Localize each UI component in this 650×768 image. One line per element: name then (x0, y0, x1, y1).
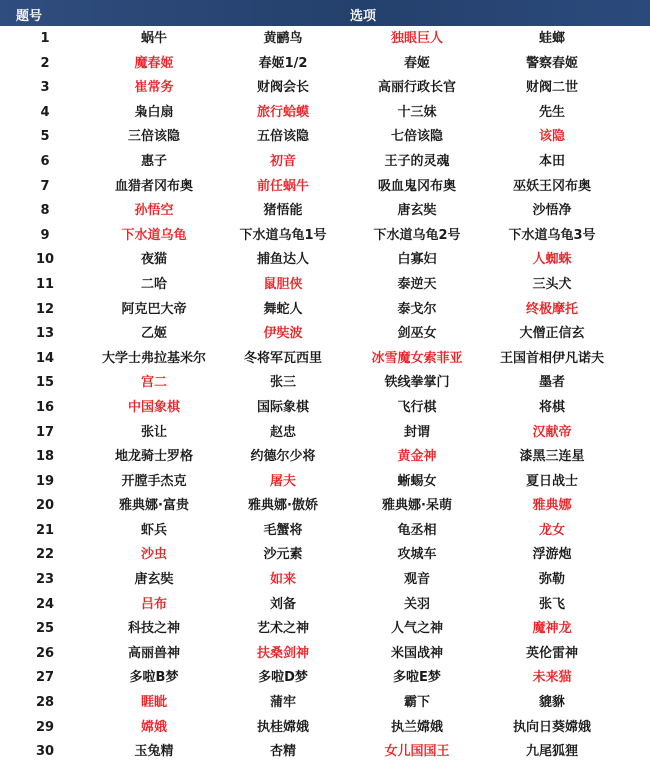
option-b: 杏精 (269, 744, 296, 760)
question-number: 26 (35, 645, 55, 661)
option-a: 阿克巴大帝 (121, 301, 187, 317)
option-c: 泰戈尔 (397, 301, 437, 317)
table-row (0, 175, 650, 200)
correct-option-d: 魔神龙 (532, 621, 572, 637)
option-a: 唐玄奘 (134, 572, 174, 588)
option-c: 十三妹 (397, 104, 437, 120)
option-a: 二哈 (140, 276, 167, 292)
option-d: 张飞 (538, 596, 565, 612)
table-row (0, 691, 650, 716)
question-number: 8 (40, 203, 50, 219)
option-b: 约德尔少将 (250, 449, 316, 465)
option-a: 蜗牛 (140, 31, 167, 46)
question-number: 21 (35, 522, 55, 538)
question-number: 4 (40, 104, 50, 120)
option-b: 黄鹂鸟 (263, 31, 303, 46)
table-row (0, 199, 650, 224)
question-number: 18 (35, 449, 55, 465)
correct-option-a: 下水道乌龟 (121, 227, 187, 243)
option-c: 执兰嫦娥 (390, 719, 443, 735)
question-number: 28 (35, 695, 55, 711)
question-number: 19 (35, 473, 55, 489)
option-d: 执向日葵嫦娥 (512, 719, 591, 735)
option-d: 下水道乌龟3号 (508, 227, 596, 243)
option-c: 唐玄奘 (397, 203, 437, 219)
question-number: 24 (35, 596, 55, 612)
question-number: 17 (35, 424, 55, 440)
question-number: 6 (40, 153, 50, 169)
options-header: 选项 (350, 9, 377, 24)
table-row (0, 421, 650, 446)
option-d: 沙悟净 (532, 203, 572, 219)
option-b: 国际象棋 (256, 399, 309, 415)
correct-option-a: 嫦娥 (140, 719, 167, 735)
table-row (0, 101, 650, 126)
correct-option-d: 终极摩托 (525, 301, 578, 317)
option-b: 多啦D梦 (258, 670, 308, 686)
table-row (0, 248, 650, 273)
correct-option-c: 独眼巨人 (390, 31, 443, 46)
option-c: 人气之神 (390, 621, 443, 637)
question-number: 13 (35, 326, 55, 342)
correct-option-d: 人蜘蛛 (532, 252, 572, 268)
option-a: 大学士弗拉基米尔 (101, 350, 206, 366)
option-b: 蒲牢 (269, 695, 296, 711)
option-d: 大僧正信玄 (519, 326, 585, 342)
option-b: 财阀会长 (256, 80, 309, 96)
option-c: 白寡妇 (397, 252, 437, 268)
question-number: 30 (35, 744, 55, 760)
option-d: 浮游炮 (532, 547, 572, 563)
option-d: 本田 (538, 153, 565, 169)
question-number: 29 (35, 719, 55, 735)
correct-option-d: 龙女 (538, 522, 565, 538)
correct-option-a: 崔常务 (134, 80, 174, 96)
correct-option-a: 宫二 (140, 375, 167, 391)
correct-option-a: 睚眦 (140, 695, 167, 711)
option-d: 英伦雷神 (525, 645, 578, 661)
option-d: 弥勒 (538, 572, 565, 588)
correct-option-d: 未来猫 (532, 670, 572, 686)
correct-option-b: 伊奘波 (263, 326, 303, 342)
question-number: 10 (35, 252, 55, 268)
option-c: 剑巫女 (397, 326, 437, 342)
question-number: 9 (40, 227, 50, 243)
option-c: 龟丞相 (397, 522, 437, 538)
table-row (0, 593, 650, 618)
option-d: 夏日战士 (525, 473, 578, 489)
option-a: 张让 (140, 424, 167, 440)
table-row (0, 445, 650, 470)
option-c: 攻城车 (397, 547, 437, 563)
option-b: 捕鱼达人 (256, 252, 309, 268)
option-c: 七倍该隐 (390, 129, 443, 145)
table-row (0, 76, 650, 101)
question-number: 2 (40, 55, 50, 71)
option-a: 乙姬 (140, 326, 167, 342)
option-d: 先生 (538, 104, 565, 120)
option-b: 毛蟹将 (263, 522, 303, 538)
correct-option-a: 魔春姬 (134, 55, 174, 71)
option-d: 王国首相伊凡诺夫 (499, 350, 604, 366)
option-a: 虾兵 (140, 522, 167, 538)
option-a: 雅典娜·富贵 (119, 498, 189, 514)
question-number: 5 (40, 129, 50, 145)
table-row (0, 224, 650, 249)
correct-option-b: 如来 (269, 572, 296, 588)
option-c: 米国战神 (390, 645, 443, 661)
option-b: 春姬1/2 (258, 55, 308, 71)
option-d: 墨者 (538, 375, 565, 391)
option-c: 封谓 (403, 424, 430, 440)
option-d: 漆黑三连星 (519, 449, 585, 465)
question-number: 22 (35, 547, 55, 563)
table-row (0, 371, 650, 396)
option-c: 观音 (403, 572, 430, 588)
option-a: 惠子 (140, 153, 167, 169)
option-a: 开膛手杰克 (121, 473, 187, 489)
option-d: 貔貅 (538, 695, 565, 711)
option-c: 泰逆天 (397, 276, 437, 292)
question-number: 15 (35, 375, 55, 391)
option-d: 警察春姬 (525, 55, 578, 71)
table-row (0, 568, 650, 593)
correct-option-d: 该隐 (538, 129, 565, 145)
question-number: 3 (40, 80, 50, 96)
table-row (0, 716, 650, 741)
correct-option-c: 黄金神 (397, 449, 437, 465)
option-c: 铁线拳掌门 (384, 375, 450, 391)
correct-option-a: 沙虫 (140, 547, 167, 563)
option-c: 下水道乌龟2号 (373, 227, 461, 243)
option-c: 王子的灵魂 (384, 153, 450, 169)
option-b: 五倍该隐 (256, 129, 309, 145)
correct-option-b: 扶桑剑神 (256, 645, 309, 661)
option-c: 高丽行政长官 (377, 80, 456, 96)
table-row (0, 125, 650, 150)
question-number: 27 (35, 670, 55, 686)
option-b: 张三 (269, 375, 296, 391)
correct-option-b: 旅行蛤蟆 (256, 104, 309, 120)
question-number-header: 题号 (16, 9, 43, 24)
option-a: 夜猫 (140, 252, 167, 268)
table-row (0, 27, 650, 52)
table-row (0, 740, 650, 765)
table-row (0, 519, 650, 544)
option-b: 刘备 (269, 596, 296, 612)
correct-option-b: 屠夫 (269, 473, 296, 489)
question-number: 20 (35, 498, 55, 514)
correct-option-b: 前任蜗牛 (256, 178, 309, 194)
table-row (0, 273, 650, 298)
option-d: 三头犬 (532, 276, 572, 292)
option-b: 赵忠 (269, 424, 296, 440)
question-number: 1 (40, 31, 50, 46)
table-row (0, 52, 650, 77)
correct-option-a: 中国象棋 (127, 399, 180, 415)
correct-option-c: 女儿国国王 (384, 744, 450, 760)
option-b: 舞蛇人 (263, 301, 303, 317)
option-c: 春姬 (403, 55, 430, 71)
correct-option-b: 初音 (269, 153, 296, 169)
option-c: 雅典娜·呆萌 (382, 498, 452, 514)
table-row (0, 642, 650, 667)
option-b: 冬将军瓦西里 (243, 350, 322, 366)
option-c: 吸血鬼冈布奥 (377, 178, 456, 194)
correct-option-a: 孙悟空 (134, 203, 174, 219)
answer-table (0, 27, 650, 765)
table-header (0, 0, 650, 26)
option-a: 地龙骑士罗格 (114, 449, 193, 465)
question-number: 16 (35, 399, 55, 415)
question-number: 7 (40, 178, 50, 194)
option-c: 关羽 (403, 596, 430, 612)
option-a: 玉兔精 (134, 744, 174, 760)
option-b: 执桂嫦娥 (256, 719, 309, 735)
option-d: 九尾狐狸 (525, 744, 578, 760)
option-b: 猪悟能 (263, 203, 303, 219)
question-number: 25 (35, 621, 55, 637)
table-row (0, 470, 650, 495)
question-number: 23 (35, 572, 55, 588)
table-row (0, 617, 650, 642)
option-a: 多啦B梦 (129, 670, 179, 686)
option-c: 飞行棋 (397, 399, 437, 415)
option-c: 霸下 (403, 695, 430, 711)
option-c: 多啦E梦 (393, 670, 441, 686)
option-d: 财阀二世 (525, 80, 578, 96)
table-row (0, 150, 650, 175)
option-a: 血猎者冈布奥 (114, 178, 193, 194)
option-b: 下水道乌龟1号 (239, 227, 327, 243)
table-row (0, 298, 650, 323)
question-number: 11 (35, 276, 55, 292)
correct-option-d: 汉献帝 (532, 424, 572, 440)
option-a: 三倍该隐 (127, 129, 180, 145)
question-number: 12 (35, 301, 55, 317)
option-d: 巫妖王冈布奥 (512, 178, 591, 194)
option-b: 艺术之神 (256, 621, 309, 637)
option-a: 枭白扇 (134, 104, 174, 120)
option-a: 科技之神 (127, 621, 180, 637)
correct-option-a: 吕布 (140, 596, 167, 612)
table-row (0, 543, 650, 568)
table-row (0, 494, 650, 519)
correct-option-c: 冰雪魔女索菲亚 (371, 350, 463, 366)
option-c: 蜥蜴女 (397, 473, 437, 489)
option-a: 高丽兽神 (127, 645, 180, 661)
question-number: 14 (35, 350, 55, 366)
table-row (0, 322, 650, 347)
correct-option-d: 雅典娜 (532, 498, 572, 514)
option-b: 雅典娜·傲娇 (248, 498, 318, 514)
option-b: 沙元素 (263, 547, 303, 563)
correct-option-b: 鼠胆侠 (263, 276, 303, 292)
table-row (0, 666, 650, 691)
option-d: 蛙螂 (538, 31, 565, 46)
option-d: 将棋 (538, 399, 565, 415)
table-row (0, 347, 650, 372)
table-row (0, 396, 650, 421)
